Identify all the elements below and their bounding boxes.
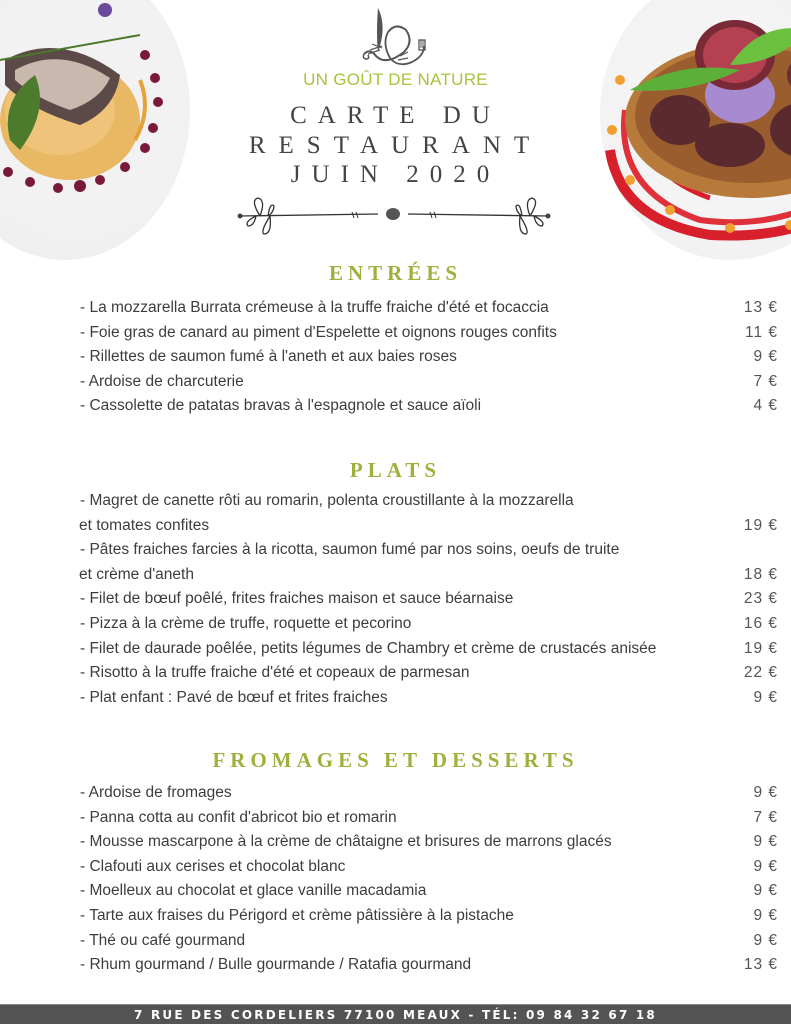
item-price: 19 € [743, 516, 778, 534]
item-name: - Ardoise de charcuterie [80, 372, 244, 390]
menu-item [80, 806, 780, 831]
menu-item [80, 904, 780, 929]
item-name: - Plat enfant : Pavé de bœuf et frites fraiches [80, 688, 388, 706]
address-footer: 7 RUE DES CORDELIERS 77100 MEAUX - TÉL: 09 84 32 67 18 [0, 1004, 791, 1024]
item-price: 16 € [743, 614, 778, 632]
menu-item [80, 394, 780, 419]
section-title-plats: PLATS [349, 458, 442, 482]
restaurant-logo [352, 4, 442, 70]
menu-item [80, 370, 780, 395]
plated-fish-risotto-photo [0, 0, 190, 260]
item-price: 9 € [753, 931, 778, 949]
item-price: 23 € [743, 590, 778, 608]
menu-item [80, 929, 780, 954]
menu-item [80, 587, 780, 612]
item-price: 13 € [743, 956, 778, 974]
item-name: - Pizza à la crème de truffe, roquette et pecorino [80, 614, 412, 632]
menu-item [80, 953, 780, 978]
item-price: 4 € [753, 397, 778, 415]
item-name: - Pâtes fraiches farcies à la ricotta, saumon fumé par nos soins, oeufs de truite [80, 541, 620, 559]
menu-title-line-1: CARTE DU [290, 102, 501, 129]
item-name: - Thé ou café gourmand [80, 931, 246, 949]
item-price: 9 € [753, 688, 778, 706]
menu-title-line-2: RESTAURANT [248, 132, 543, 159]
section-title-entrees: ENTRÉES [328, 261, 463, 285]
item-price: 13 € [743, 299, 778, 316]
item-price: 22 € [743, 664, 778, 682]
item-price: 7 € [753, 808, 778, 826]
menu-item [80, 296, 780, 321]
item-name: - Filet de daurade poêlée, petits légumes de Chambry et crème de crustacés anisée [80, 639, 657, 657]
item-name: - Risotto à la truffe fraiche d'été et copeaux de parmesan [80, 664, 470, 682]
menu-item [80, 855, 780, 880]
leaf-fork-logo-icon [352, 4, 442, 70]
menu-item [80, 686, 780, 711]
item-price: 9 € [753, 906, 778, 924]
item-price: 9 € [753, 882, 778, 900]
fig-tart-illustration [600, 0, 791, 260]
menu-item [80, 612, 780, 637]
restaurant-tagline: UN GOÛT DE NATURE [303, 70, 488, 89]
menu-title-line-3: JUIN 2020 [290, 161, 501, 188]
item-price: 9 € [753, 348, 778, 366]
menu-item [80, 321, 780, 346]
desserts-list [80, 781, 780, 978]
menu-item [80, 345, 780, 370]
item-price: 11 € [744, 323, 778, 341]
menu-item [80, 661, 780, 686]
item-price: 9 € [753, 833, 778, 851]
ornamental-divider [230, 192, 560, 236]
item-name: - Mousse mascarpone à la crème de châtaigne et brisures de marrons glacés [80, 833, 612, 851]
item-name: - Rillettes de saumon fumé à l'aneth et aux baies roses [80, 348, 457, 366]
fish-dish-illustration [0, 0, 190, 260]
item-name: - Magret de canette rôti au romarin, polenta croustillante à la mozzarella [80, 492, 574, 509]
item-price: 9 € [753, 857, 778, 875]
item-name: - Filet de bœuf poêlé, frites fraiches maison et sauce béarnaise [80, 590, 514, 608]
menu-item [80, 489, 780, 538]
item-price: 7 € [753, 372, 778, 390]
item-name: - Foie gras de canard au piment d'Espelette et oignons rouges confits [80, 323, 557, 341]
item-name: - Moelleux au chocolat et glace vanille macadamia [80, 882, 427, 900]
item-price: 9 € [753, 784, 778, 801]
item-name: - La mozzarella Burrata crémeuse à la truffe fraiche d'été et focaccia [80, 299, 549, 316]
plats-list [80, 489, 780, 710]
item-price: 19 € [743, 639, 778, 657]
item-name-line2: et crème d'aneth [79, 565, 194, 583]
menu-item [80, 781, 780, 806]
entrees-list [80, 296, 780, 419]
item-name: - Ardoise de fromages [80, 784, 232, 801]
item-name: - Cassolette de patatas bravas à l'espagnole et sauce aïoli [80, 397, 482, 415]
item-price: 18 € [743, 565, 778, 583]
item-name: - Panna cotta au confit d'abricot bio et romarin [80, 808, 397, 826]
item-name: - Clafouti aux cerises et chocolat blanc [80, 857, 346, 875]
menu-item [80, 830, 780, 855]
item-name-line2: et tomates confites [79, 516, 210, 534]
section-title-fromages-desserts: FROMAGES ET DESSERTS [212, 748, 579, 772]
item-name: - Rhum gourmand / Bulle gourmande / Ratafia gourmand [80, 956, 472, 974]
flourish-divider-icon [230, 192, 560, 236]
menu-item [80, 879, 780, 904]
item-name: - Tarte aux fraises du Périgord et crème pâtissière à la pistache [80, 906, 514, 924]
fig-tart-photo [600, 0, 791, 260]
menu-item [80, 538, 780, 587]
menu-item [80, 637, 780, 662]
